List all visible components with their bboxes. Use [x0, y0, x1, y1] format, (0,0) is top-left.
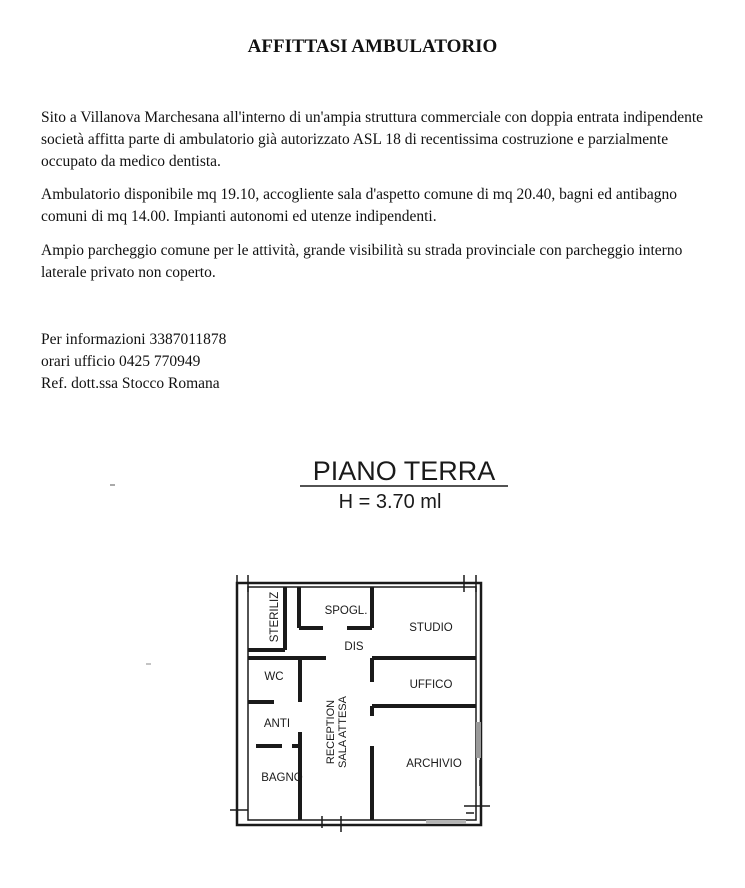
contact-office-hours: orari ufficio 0425 770949: [41, 353, 201, 370]
room-label-sala-attesa: SALA ATTESA: [337, 696, 349, 768]
floor-plan-heading: PIANO TERRA: [312, 456, 496, 486]
room-label-archivio: ARCHIVIO: [406, 758, 462, 770]
document-title: AFFITTASI AMBULATORIO: [247, 36, 498, 57]
room-label-spogl: SPOGL.: [324, 605, 368, 617]
floor-plan-height: H = 3.70 ml: [338, 491, 442, 513]
paragraph-spaces: Ambulatorio disponibile mq 19.10, accogliente sala d'aspetto comune di mq 20.40, bagni ed antibagno comuni di mq 14.00. Impianti autonomi ed utenze indipendenti.: [41, 186, 678, 225]
paragraph-parking: Ampio parcheggio comune per le attività, grande visibilità su strada provinciale con parcheggio interno laterale privato non coperto.: [41, 242, 683, 281]
room-label-reception: RECEPTION: [325, 699, 337, 765]
room-label-dis: DIS: [344, 641, 364, 653]
room-label-studio: STUDIO: [409, 622, 453, 634]
room-label-bagno: BAGNO: [261, 772, 303, 784]
window-strip: [476, 722, 481, 758]
room-label-wc: WC: [264, 671, 284, 683]
room-label-anti: ANTI: [263, 718, 291, 730]
floor-plan-drawing: [0, 440, 745, 888]
contact-reference: Ref. dott.ssa Stocco Romana: [41, 375, 220, 392]
paragraph-location: Sito a Villanova Marchesana all'interno di un'ampia struttura commerciale con doppia entrata indipendente società affitta parte di ambulatorio già autorizzato ASL 18 di recentissima costruzione e parzialmente occupato da medico dentista.: [41, 109, 704, 170]
window-strip: [426, 820, 466, 824]
room-label-uffico: UFFICO: [409, 679, 453, 691]
contact-phone: Per informazioni 3387011878: [41, 331, 227, 348]
room-label-steriliz: STERILIZ: [269, 591, 281, 643]
contact-block: [41, 329, 226, 395]
floor-plan: [0, 440, 745, 888]
